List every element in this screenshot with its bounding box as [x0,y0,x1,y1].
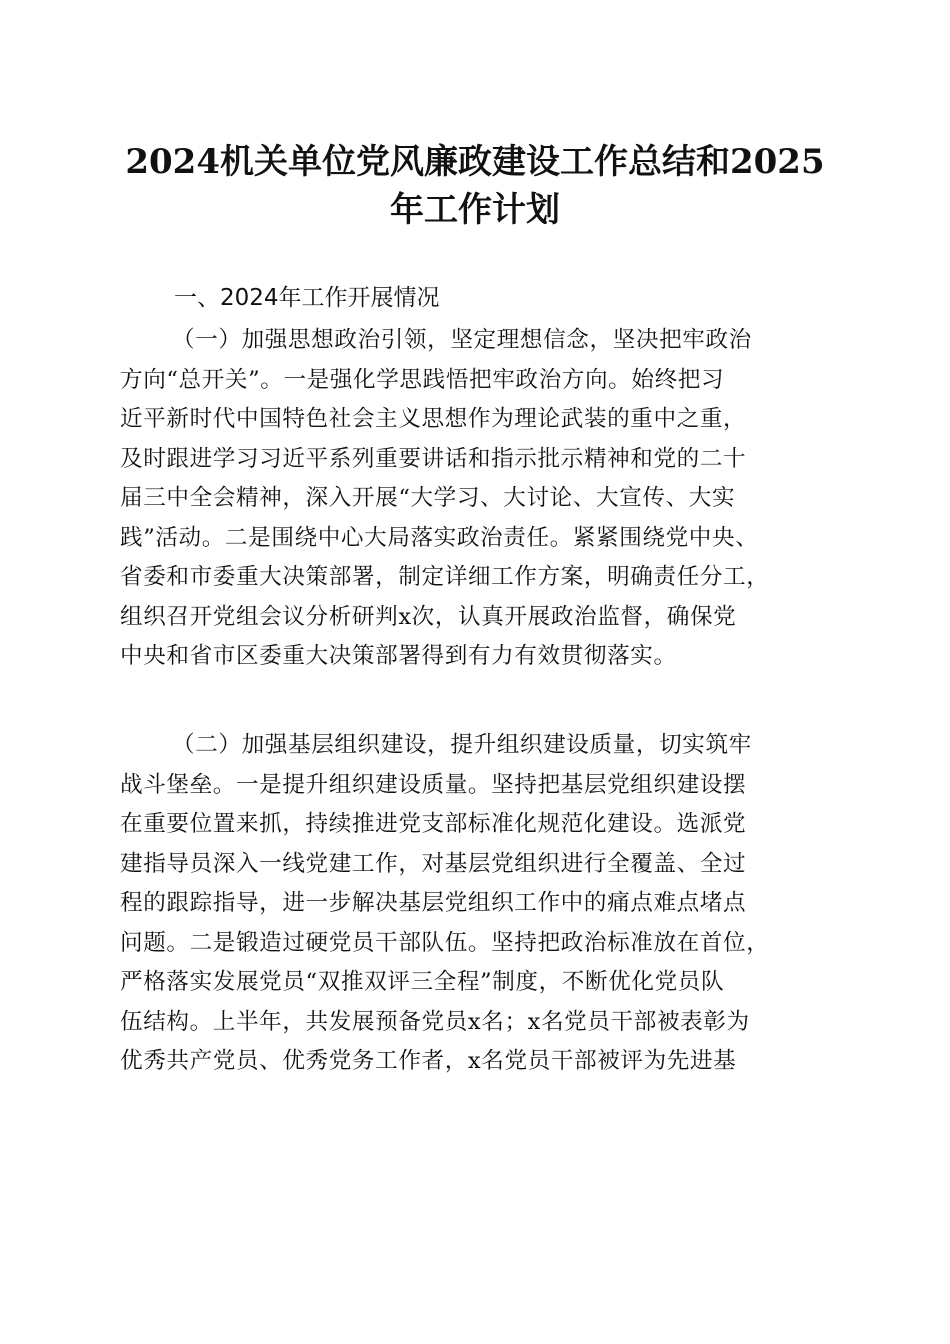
title-line-2: 年工作计划 [390,190,560,230]
paragraph-line: （一）加强思想政治引领，坚定理想信念，坚决把牢政治 [172,327,752,353]
paragraph-line: 届三中全会精神，深入开展“大学习、大讨论、大宣传、大实 [120,485,736,511]
paragraph-line: 省委和市委重大决策部署，制定详细工作方案，明确责任分工， [120,564,770,590]
paragraph-line: 在重要位置来抓，持续推进党支部标准化规范化建设。选派党 [120,811,747,837]
paragraph-line: 中央和省市区委重大决策部署得到有力有效贯彻落实。 [120,643,677,669]
paragraph-organization-building [120,726,840,1082]
paragraph-line: 组织召开党组会议分析研判x次，认真开展政治监督，确保党 [120,603,737,630]
paragraph-line: 严格落实发展党员“双推双评三全程”制度，不断优化党员队 [120,969,725,995]
paragraph-line: 伍结构。上半年，共发展预备党员x名；x名党员干部被表彰为 [120,1008,750,1035]
paragraph-line: （二）加强基层组织建设，提升组织建设质量，切实筑牢 [172,732,752,758]
paragraph-line: 及时跟进学习习近平系列重要讲话和指示批示精神和党的二十 [120,445,747,472]
paragraph-line: 践”活动。二是围绕中心大局落实政治责任。紧紧围绕党中央、 [120,524,759,551]
title-line-1: 2024机关单位党风廉政建设工作总结和2025 [125,142,825,182]
paragraph-line: 程的跟踪指导，进一步解决基层党组织工作中的痛点难点堵点 [120,890,747,916]
section-heading: 一、2024年工作开展情况 [174,285,440,311]
paragraph-line: 问题。二是锻造过硬党员干部队伍。坚持把政治标准放在首位， [120,929,770,956]
document-title [100,138,850,234]
paragraph-political-leadership [120,321,840,677]
paragraph-line: 方向“总开关”。一是强化学思践悟把牢政治方向。始终把习 [120,366,725,393]
paragraph-line: 近平新时代中国特色社会主义思想作为理论武装的重中之重， [120,406,747,432]
paragraph-line: 优秀共产党员、优秀党务工作者，x名党员干部被评为先进基 [120,1048,737,1074]
paragraph-line: 建指导员深入一线党建工作，对基层党组织进行全覆盖、全过 [120,850,747,877]
paragraph-line: 战斗堡垒。一是提升组织建设质量。坚持把基层党组织建设摆 [120,771,747,798]
